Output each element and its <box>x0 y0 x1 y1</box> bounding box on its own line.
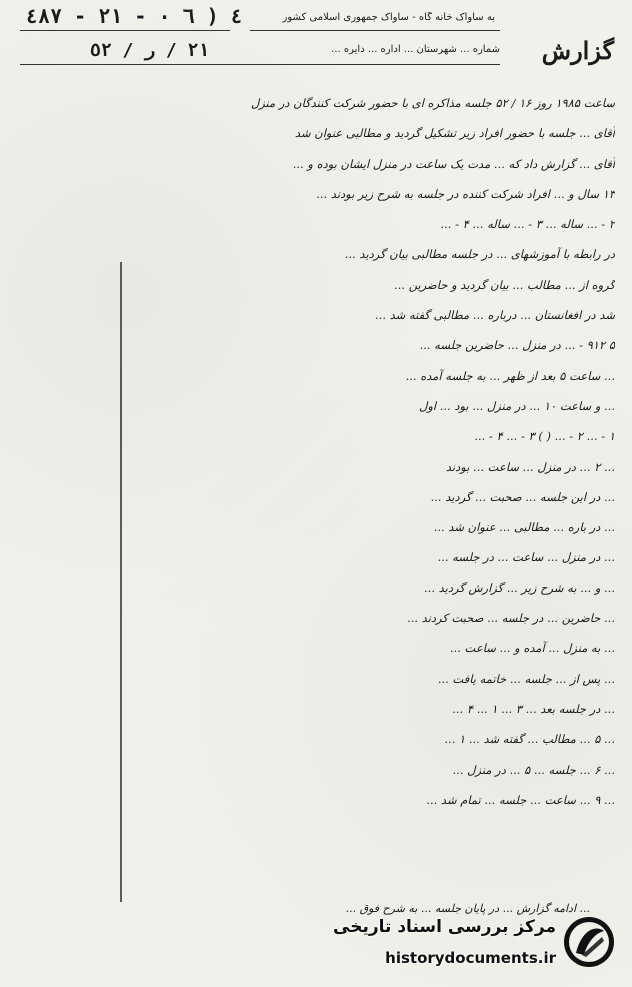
body-line: ... در منزل ... ساعت ... در جلسه ... <box>437 550 615 565</box>
footer-line: ... ادامه گزارش ... در پایان جلسه ... به شرح فوق ... <box>345 902 590 915</box>
document-number: ٤ ( ٦ ٠ - ٢١ - ٤٨٧ <box>26 4 243 28</box>
body-line: ۱۳ سال و ... افراد شرکت کننده در جلسه به شرح زیر بودند ... <box>316 186 615 201</box>
body-line: ... ساعت ۵ بعد از ظهر ... به جلسه آمده ... <box>405 368 615 383</box>
body-line: گروه از ... مطالب ... بیان گردید و حاضرین ... <box>394 277 615 292</box>
body-line: ... در باره ... مطالبی ... عنوان شد ... <box>433 520 615 535</box>
watermark-url: historydocuments.ir <box>385 949 556 967</box>
body-line: ... ۵ ... مطالب ... گفته شد ... ۱ ... <box>444 732 615 747</box>
watermark-title: مرکز بررسی اسناد تاریخی <box>333 917 556 937</box>
body-line: ... ۲ ... در منزل ... ساعت ... بودند <box>445 459 615 474</box>
body-line: در رابطه با آموزشهای ... در جلسه مطالبی بیان گردید ... <box>344 247 615 262</box>
header-line-2: شماره ... شهرستان ... اداره ... دایره ... <box>331 44 500 55</box>
body-line: آقای ... جلسه با حضور افراد زیر تشکیل گردید و مطالبی عنوان شد <box>294 126 615 141</box>
handwritten-body <box>30 88 615 815</box>
body-line: ... به منزل ... آمده و ... ساعت ... <box>449 641 615 656</box>
header-line-1: به ساواک خانه گاه - ساواک جمهوری اسلامی کشور <box>282 12 495 23</box>
body-line: ۲ - ... ساله ... ۳ - ... ساله ... ۴ - ... <box>440 217 615 232</box>
body-line: ... و ... به شرح زیر ... گزارش گردید ... <box>424 580 615 595</box>
watermark <box>328 909 620 979</box>
body-line: آقای ... گزارش داد که ... مدت یک ساعت در منزل ایشان بوده و ... <box>292 156 615 171</box>
body-line: ... در جلسه بعد ... ۳ ... ۱ ... ۴ ... <box>452 701 615 716</box>
header-rule <box>20 64 500 65</box>
body-line: ساعت ۱۹۸۵ روز ۱۶ / ۵۲ جلسه مذاکره ای با حضور شرکت کنندگان در منزل <box>250 96 615 110</box>
body-line: ... حاضرین ... در جلسه ... صحبت کردند ... <box>407 611 615 626</box>
body-line: ... ۶ ... جلسه ... ۵ ... در منزل ... <box>452 762 615 777</box>
document-date: ٢١ / ر / ٥٢ <box>90 40 210 61</box>
body-line: شد در افغانستان ... درباره ... مطالبی گفته شد ... <box>375 308 615 323</box>
document-header <box>0 0 632 85</box>
body-line: ... ۹ ... ساعت ... جلسه ... تمام شد ... <box>426 792 615 807</box>
report-label: گزارش <box>541 36 614 65</box>
header-rule <box>250 30 500 31</box>
body-line: ۵ ۹۱۲ - ... در منزل ... حاضرین جلسه ... <box>419 338 615 353</box>
body-line: ۱ - ... ۲ - ... ( ) ۳ - ... ۴ - ... <box>474 429 615 444</box>
body-line: ... و ساعت ۱۰ ... در منزل ... بود ... اول <box>418 398 615 413</box>
body-line: ... پس از ... جلسه ... خاتمه یافت ... <box>437 671 615 686</box>
body-line: ... در این جلسه ... صحبت ... گردید ... <box>430 489 615 504</box>
header-rule <box>20 30 230 31</box>
center-logo-icon <box>562 915 616 969</box>
